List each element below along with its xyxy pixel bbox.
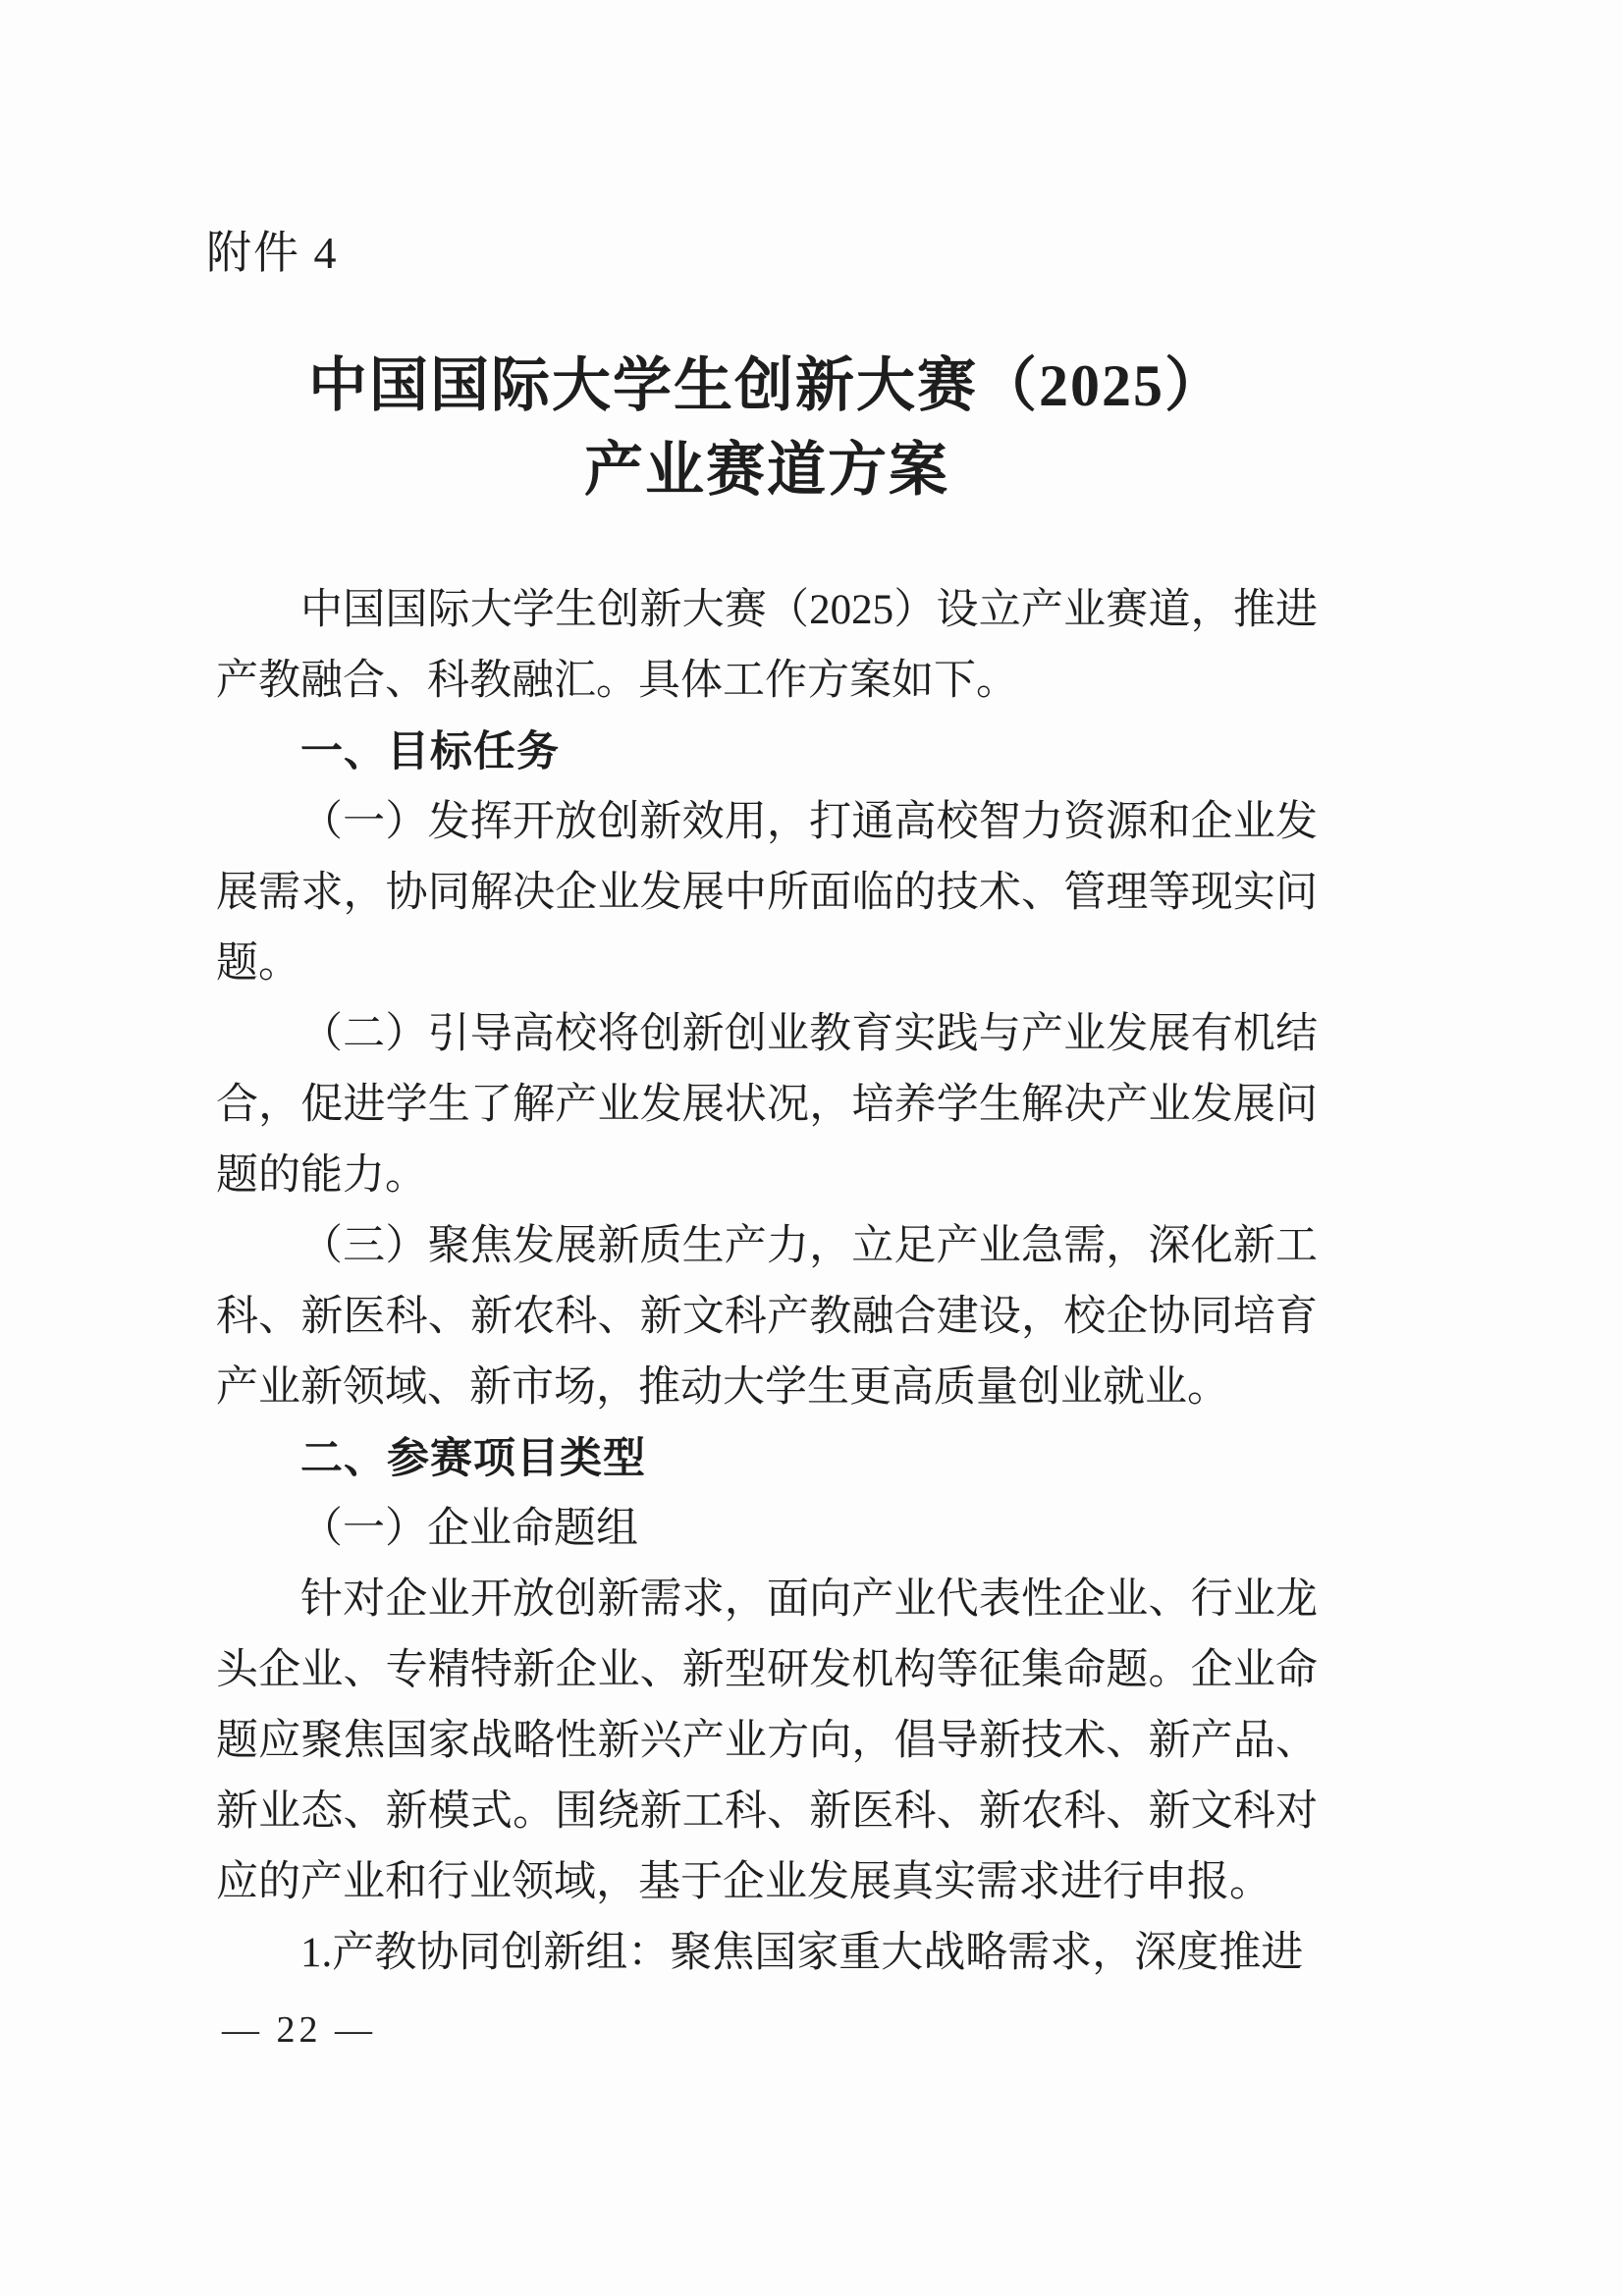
paragraph-goal-1: （一）发挥开放创新效用，打通高校智力资源和企业发展需求，协同解决企业发展中所面临的技术、管理等现实问题。 — [216, 799, 1318, 987]
paragraph-intro: 中国国际大学生创新大赛（2025）设立产业赛道，推进产教融合、科教融汇。具体工作方案如下。 — [216, 587, 1318, 704]
paragraph-goal-2: （二）引导高校将创新创业教育实践与产业发展有机结合，促进学生了解产业发展状况，培养学生解决产业发展问题的能力。 — [216, 1011, 1318, 1199]
document-title-line-1: 中国国际大学生创新大赛（2025） — [308, 353, 1225, 418]
paragraph-collaboration-group: 1.产教协同创新组：聚焦国家重大战略需求，深度推进 — [300, 1930, 1304, 1976]
subsection-heading-enterprise-group: （一）企业命题组 — [300, 1506, 638, 1552]
document-body — [216, 575, 1318, 1989]
paragraph-goal-3: （三）聚焦发展新质生产力，立足产业急需，深化新工科、新医科、新农科、新文科产教融合建设，校企协同培育产业新领域、新市场，推动大学生更高质量创业就业。 — [216, 1223, 1318, 1411]
page-number: — 22 — — [222, 2009, 376, 2051]
document-title-line-2: 产业赛道方案 — [584, 438, 949, 503]
document-title — [216, 344, 1318, 512]
paragraph-enterprise-group: 针对企业开放创新需求，面向产业代表性企业、行业龙头企业、专精特新企业、新型研发机构等征集命题。企业命题应聚焦国家战略性新兴产业方向，倡导新技术、新产品、新业态、新模式。围绕新工科、新医科、新农科、新文科对应的产业和行业领域，基于企业发展真实需求进行申报。 — [216, 1576, 1318, 1905]
section-heading-2: 二、参赛项目类型 — [300, 1435, 646, 1482]
section-heading-1: 一、目标任务 — [300, 728, 560, 775]
attachment-label: 附件 4 — [206, 228, 339, 278]
